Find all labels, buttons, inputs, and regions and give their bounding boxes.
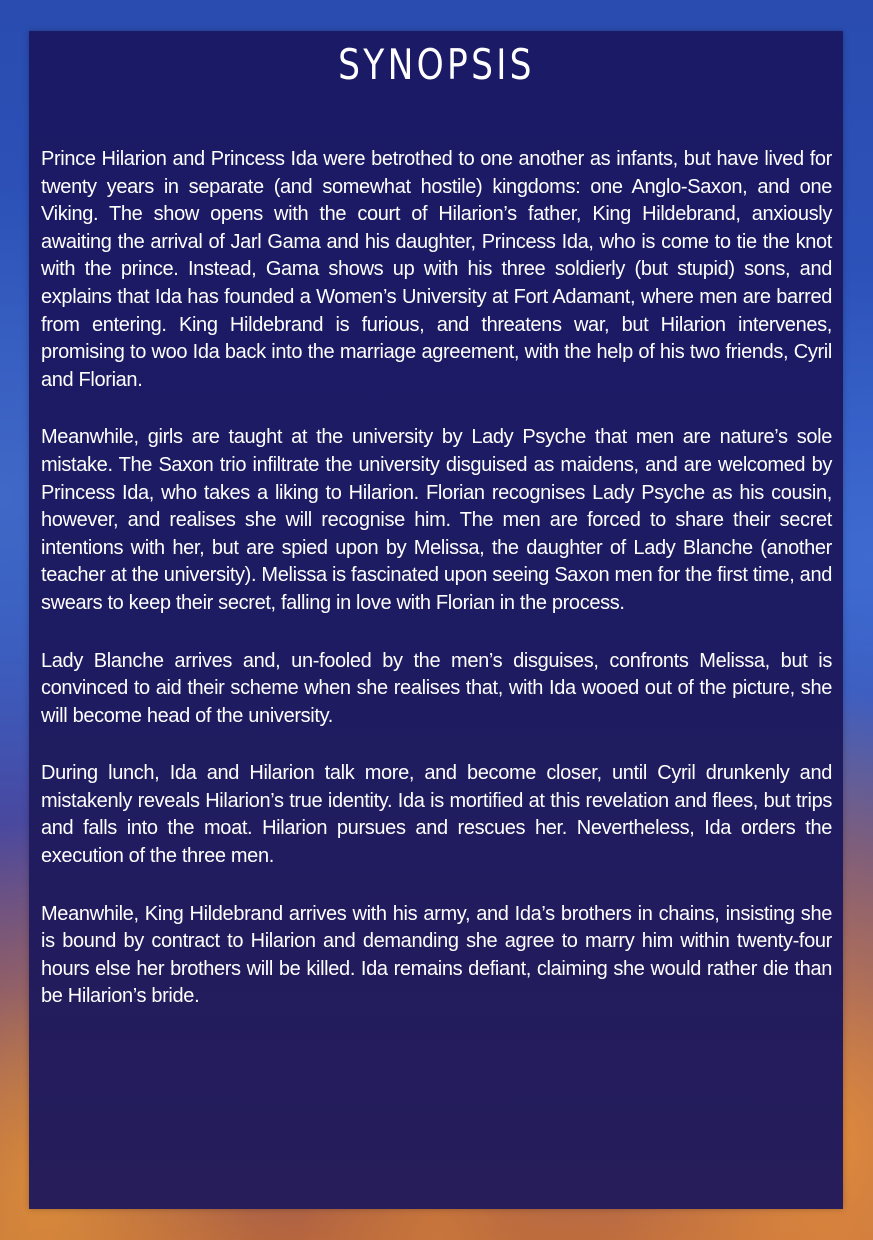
- paragraph-1: Prince Hilarion and Princess Ida were betrothed to one another as infants, but have lived for twenty years in separate (and somewhat hostile) kingdoms: one Anglo-Saxon, and one Viking. The show opens with the court of Hilarion’s father, King Hildebrand, anxiously awaiting the arrival of Jarl Gama and his daughter, Princess Ida, who is come to tie the knot with the prince. Instead, Gama shows up with his three soldierly (but stupid) sons, and explains that Ida has founded a Women’s University at Fort Adamant, where men are barred from entering. King Hildebrand is furious, and threatens war, but Hilarion intervenes, promising to woo Ida back into the marriage agreement, with the help of his two friends, Cyril and Florian.: [41, 148, 832, 391]
- paragraph-5: Meanwhile, King Hildebrand arrives with his army, and Ida’s brothers in chains, insisting she is bound by contract to Hilarion and demanding she agree to marry him within twenty-four hours else her brothers will be killed. Ida remains defiant, claiming she would rather die than be Hilarion’s bride.: [41, 902, 832, 1008]
- paragraph-2: Meanwhile, girls are taught at the university by Lady Psyche that men are nature’s sole mistake. The Saxon trio infiltrate the university disguised as maidens, and are welcomed by Princess Ida, who takes a liking to Hilarion. Florian recognises Lady Psyche as his cousin, however, and realises she will recognise him. The men are forced to share their secret intentions with her, but are spied upon by Melissa, the daughter of Lady Blanche (another teacher at the university). Melissa is fascinated upon seeing Saxon men for the first time, and swears to keep their secret, falling in love with Florian in the process.: [41, 426, 832, 614]
- paragraph-4: During lunch, Ida and Hilarion talk more, and become closer, until Cyril drunkenly and mistakenly reveals Hilarion’s true identity. Ida is mortified at this revelation and flees, but trips and falls into the moat. Hilarion pursues and rescues her. Nevertheless, Ida orders the execution of the three men.: [41, 762, 832, 868]
- synopsis-body: [41, 146, 832, 1041]
- page-title: SYNOPSIS: [338, 40, 535, 89]
- paragraph-3: Lady Blanche arrives and, un-fooled by the men’s disguises, confronts Melissa, but is convinced to aid their scheme when she realises that, with Ida wooed out of the picture, she will become head of the university.: [41, 649, 832, 727]
